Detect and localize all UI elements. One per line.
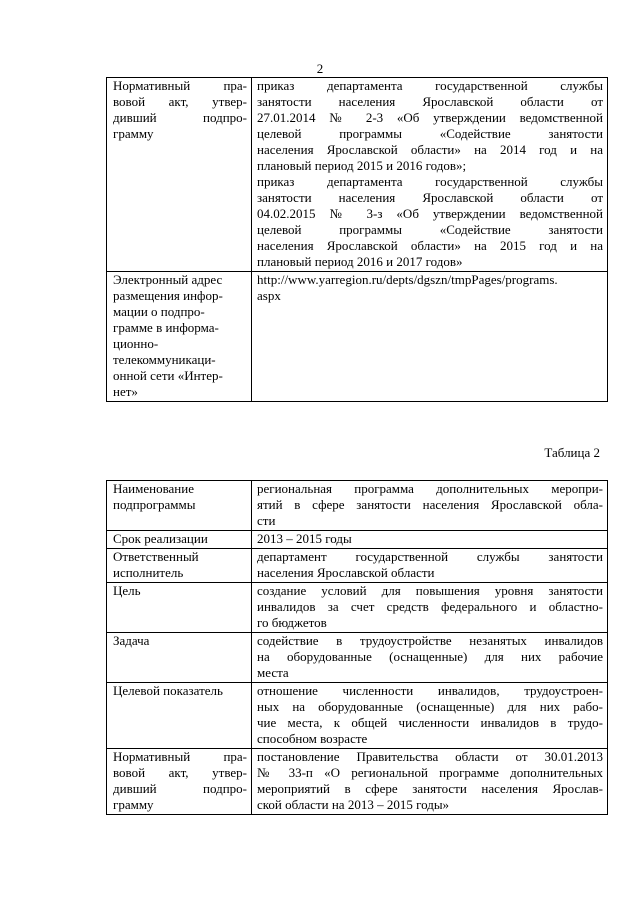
row-value-target-indicator: отношение численности инвалидов, трудоустроен- ных на оборудованные (оснащенные) для них рабо- чие места, к общей численности инвалидов в трудо- способном возрасте xyxy=(252,683,608,749)
row-value-web-address xyxy=(252,272,608,402)
table-row-web-address xyxy=(107,272,608,402)
row-value-executor: департамент государственной службы занятости населения Ярославской области xyxy=(252,549,608,583)
row-label-target-indicator: Целевой показатель xyxy=(107,683,252,749)
table-row-task xyxy=(107,633,608,683)
page-number: 2 xyxy=(316,61,324,76)
table-row-normative-act xyxy=(107,78,608,272)
table-row-goal xyxy=(107,583,608,633)
table-row-subprogram-name xyxy=(107,481,608,531)
row-label-subprogram-name: Наименование подпрограммы xyxy=(107,481,252,531)
row-label-executor: Ответственный исполнитель xyxy=(107,549,252,583)
row-label-web-address: Электронный адрес размещения инфор- мации о подпро- грамме в информа- ционно- телекоммуникаци- онной сети «Интер- нет» xyxy=(107,272,252,402)
table-row-executor xyxy=(107,549,608,583)
row-value-normative-act xyxy=(252,78,608,272)
row-value-goal: создание условий для повышения уровня занятости инвалидов за счет средств федерального и областно- го бюджетов xyxy=(252,583,608,633)
table-row-period xyxy=(107,531,608,549)
table-2 xyxy=(106,480,608,815)
order-2015: приказ департамента государственной службы занятости населения Ярославской области от 04.02.2015 № 3-з «Об утверждении ведомственной целевой программы «Содействие занятости населения Ярославской области» на 2015 год и на плановый период 2016 и 2017 годов» xyxy=(257,174,603,269)
row-value-subprogram-name: региональная программа дополнительных меропри- ятий в сфере занятости населения Ярославской обла- сти xyxy=(252,481,608,531)
row-label-normative-act: Нормативный пра- вовой акт, утвер- дивший подпро- грамму xyxy=(107,78,252,272)
table-caption: Таблица 2 xyxy=(544,445,600,460)
order-2014: приказ департамента государственной службы занятости населения Ярославской области от 27.01.2014 № 2-3 «Об утверждении ведомственной целевой программы «Содействие занятости населения Ярославской области» на 2014 год и на плановый период 2015 и 2016 годов»; xyxy=(257,78,603,173)
table-row-normative-act-2 xyxy=(107,749,608,815)
row-value-task: содействие в трудоустройстве незанятых инвалидов на оборудованные (оснащенные) для них рабочие места xyxy=(252,633,608,683)
row-label-period: Срок реализации xyxy=(107,531,252,549)
program-url-link: http://www.yarregion.ru/depts/dgszn/tmpPages/programs. xyxy=(257,272,558,287)
table-1 xyxy=(106,77,608,402)
row-label-goal: Цель xyxy=(107,583,252,633)
row-label-normative-act-2: Нормативный пра- вовой акт, утвер- дивший подпро- грамму xyxy=(107,749,252,815)
row-value-period: 2013 – 2015 годы xyxy=(252,531,608,549)
program-url-link-end: aspx xyxy=(257,288,281,303)
table-row-target-indicator xyxy=(107,683,608,749)
row-label-task: Задача xyxy=(107,633,252,683)
row-value-normative-act-2: постановление Правительства области от 30.01.2013 № 33-п «О региональной программе дополнительных мероприятий в сфере занятости населения Ярослав- ской области на 2013 – 2015 годы» xyxy=(252,749,608,815)
